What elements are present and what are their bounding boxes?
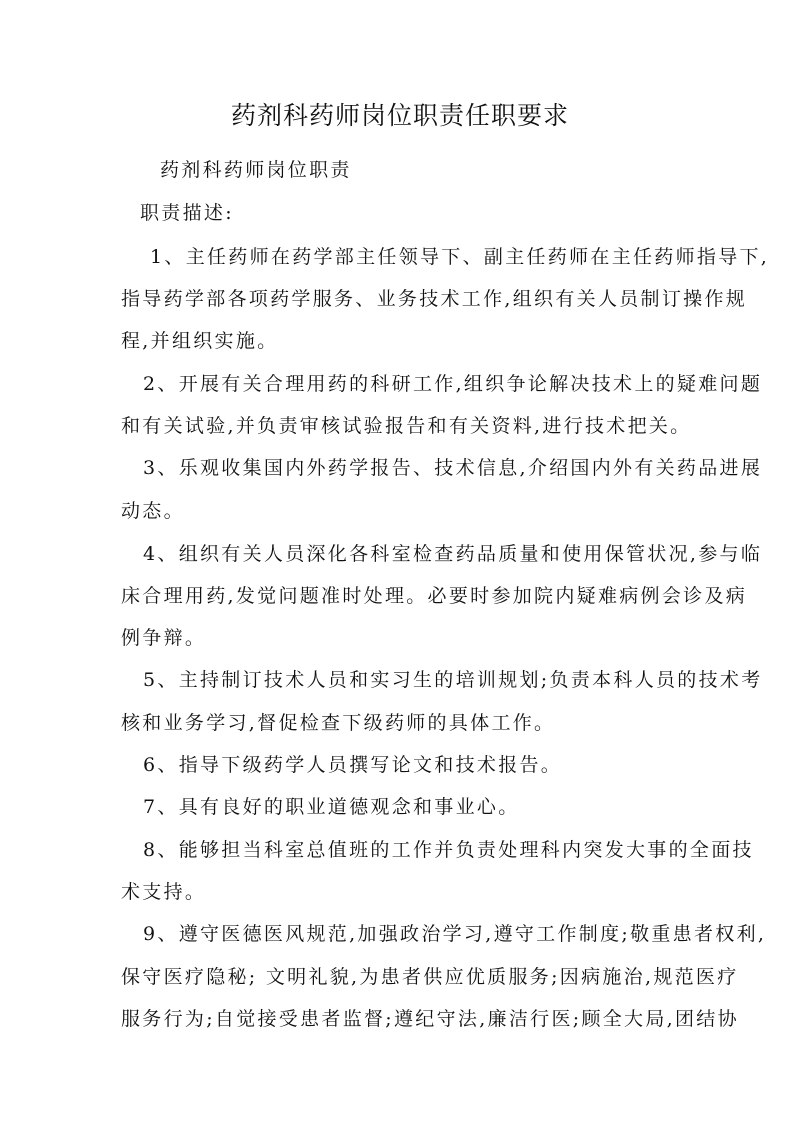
item-2-line-1: 2、开展有关合理用药的科研工作,组织争论解决技术上的疑难问题 <box>143 373 763 395</box>
item-9-line-3: 服务行为;自觉接受患者监督;遵纪守法,廉洁行医;顾全大局,团结协 <box>121 1008 739 1030</box>
item-7-line-1: 7、具有良好的职业道德观念和事业心。 <box>143 796 520 818</box>
item-3-line-2: 动态。 <box>121 500 185 522</box>
item-1-line-1: 1、主任药师在药学部主任领导下、副主任药师在主任药师指导下, <box>150 246 770 268</box>
item-8-line-2: 术支持。 <box>121 881 207 903</box>
document-title: 药剂科药师岗位职责任职要求 <box>230 101 569 130</box>
item-4-line-2: 床合理用药,发觉问题准时处理。必要时参加院内疑难病例会诊及病 <box>121 585 748 607</box>
item-6-line-1: 6、指导下级药学人员撰写论文和技术报告。 <box>143 754 563 776</box>
item-2-line-2: 和有关试验,并负责审核试验报告和有关资料,进行技术把关。 <box>121 415 692 437</box>
item-1-line-2: 指导药学部各项药学服务、业务技术工作,组织有关人员制订操作规 <box>121 288 748 310</box>
document-subtitle: 药剂科药师岗位职责 <box>160 159 352 181</box>
item-9-line-1: 9、遵守医德医风规范,加强政治学习,遵守工作制度;敬重患者权利, <box>143 923 767 945</box>
item-4-line-1: 4、组织有关人员深化各科室检查药品质量和使用保管状况,参与临 <box>143 543 763 565</box>
item-5-line-1: 5、主持制订技术人员和实习生的培训规划;负责本科人员的技术考 <box>143 669 763 691</box>
item-9-line-2: 保守医疗隐秘; 文明礼貌,为患者供应优质服务;因病施治,规范医疗 <box>121 966 739 988</box>
item-4-line-3: 例争辩。 <box>121 627 207 649</box>
item-5-line-2: 核和业务学习,督促检查下级药师的具体工作。 <box>121 712 556 734</box>
item-1-line-3: 程,并组织实施。 <box>121 330 279 352</box>
item-3-line-1: 3、乐观收集国内外药学报告、技术信息,介绍国内外有关药品进展 <box>143 457 763 479</box>
item-8-line-1: 8、能够担当科室总值班的工作并负责处理科内突发大事的全面技 <box>143 839 754 861</box>
section-heading: 职责描述: <box>140 202 234 224</box>
